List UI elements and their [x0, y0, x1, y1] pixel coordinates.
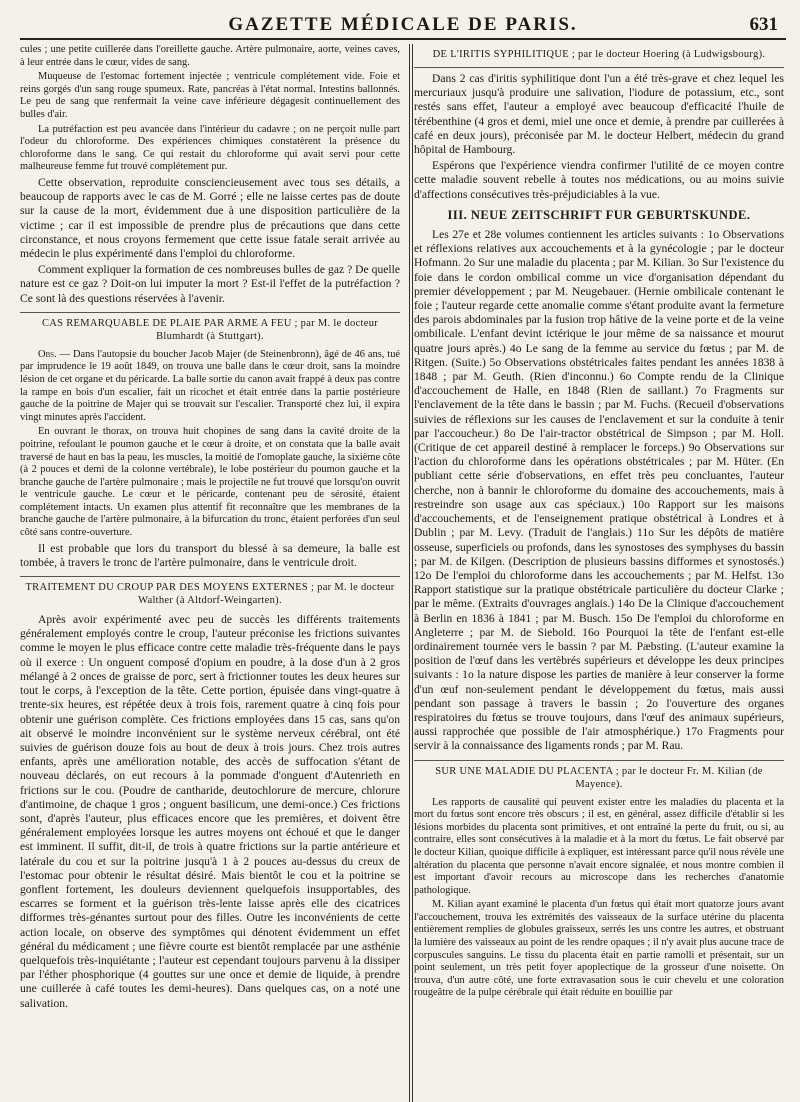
paragraph: Espérons que l'expérience viendra confirmer l'utilité de ce moyen contre cette maladie souvent rebelle à toutes nos médications, ou au moins suivie d'affections consécutives très-préjudiciables à la vue. — [414, 159, 784, 201]
paragraph: En ouvrant le thorax, on trouva huit chopines de sang dans la cavité droite de la poitrine, refoulant le poumon gauche et le cœur à droite, et on constata que la balle avait traversé de haut en bas la peau, les muscles, la moitié de l'omoplate gauche, la sixième côte (à 2 pouces et demi de la colonne vertébrale), le lobe postérieur du poumon gauche et la branche gauche de l'artère pulmonaire ; mais le projectile ne fut trouvé que lorsqu'on ouvrit le ventricule gauche. Le cœur et le péricarde, contenant peu de sérosité, étaient complétement intacts. Un examen plus attentif fit reconnaître que les membranes de la branche gauche de l'artère pulmonaire, à la bifurcation du tronc, étaient perforées d'un seul côté sans contre-ouverture. — [20, 426, 400, 539]
page-number: 631 — [749, 14, 778, 35]
paragraph: Les 27e et 28e volumes contiennent les articles suivants : 1o Observations et réflexions relatives aux accouchements et à la gynécologie ; par le docteur Hofmann. 2o Sur une maladie du placenta ; par M. Kilian. 3o Sur l'existence du foie dans le cordon ombilical comme un vice d'organisation dépendant du premier développement ; par M. Neugebauer. (Hernie ombilicale contenant le foie ; l'auteur regarde cette anomalie comme s'étant produite avant la fermeture des parois abdominales par la fusion trop hâtive de la veine porte et de la veine ombilicale. L'enfant devint ictérique le jour même de sa naissance et mourut quatre jours après.) 4o Le sang de la femme au service du fœtus ; par M. de Ritgen. (Suite.) 5o Observations obstétricales faites pendant les années 1838 à 1848 ; par M. Geuth. (Rien d'inconnu.) 6o Compte rendu de la Clinique d'accouchement de Halle, en 1848 (Rien de saillant.) 7o Fragments sur l'enclavement de la tête dans le bassin ; par M. Fuchs. (Recueil d'observations suivies de réflexions sur les causes de l'enclavement et sur la conduite à tenir par l'accoucheur.) 8o De l'air-tractor obstétrical de Simpson ; par M. Holl. (Critique de cet appareil destiné à remplacer le forceps.) 9o Observations sur l'action du chloroforme dans les opérations obstétricales ; par M. Hüter. (En publiant cette série d'observations, en effet très peu concluantes, l'auteur cherche, non à bannir le chloroforme du domaine des accouchements, mais à restreindre son usage aux cas spéciaux.) 10o Rapport sur les maisons d'accouchements, et de l'enseignement pratique obstétrical à Londres et à Dublin ; par M. Levy. (Traduit de l'anglais.) 11o Sur les dépôts de matière osseuse, superficiels ou profonds, dans les synostoses des symphyses du bassin ; par M. de Kilgen. (Description de plusieurs bassins difformes et synostosés.) 12o De l'emploi du chloroforme dans les accouchements ; par M. Helfst. 13o Rapport statistique sur la pratique obstétricale particulière du docteur Clarke ; par le même. (Extraits d'ouvrages anglais.) 14o De la Clinique d'accouchement à Berlin en 1836 à 1841 ; par M. Busch. 15o De l'emploi du chloroforme en Angleterre ; par M. de Siebold. 16o Pourquoi la tête de l'enfant est-elle ordinairement tournée vers le bassin ? par M. Pæbsting. (L'auteur examine la position de l'œuf dans les vertèbrés supérieurs et développe les deux principes suivants : 1o la nature dispose les parties de manière à leur conserver la forme d'un œuf non-seulement pendant le développement du fœtus, mais aussi pendant son passage à travers le bassin ; 2o l'ouverture des organes respiratoires du fœtus se trouve toujours, dans l'œuf des animaux supérieurs, aussi rapprochée que possible de l'air atmosphérique.) 17o Fragments pour servir à la connaissance des ligaments ronds ; par M. Rau. — [414, 228, 784, 753]
paragraph: Les rapports de causalité qui peuvent exister entre les maladies du placenta et la mort du fœtus sont encore très obscurs ; il est, en général, assez difficile d'établir si les lésions morbides du placenta sont primitives, et ont entraîné la perte du fruit, ou si, au contraire, elles sont consécutives à la maladie et à la mort du fœtus. Le fait observé par le docteur Kilian, quoique difficile à expliquer, est intéressant parce qu'il nous révèle une altération du placenta que personne n'avait encore signalée, et nous montre combien il est important d'avoir recours au microscope dans les recherches d'anatomie pathologique. — [414, 796, 784, 896]
observation-text: — Dans l'autopsie du boucher Jacob Majer (de Steinenbronn), âgé de 46 ans, tué par imprudence le 19 août 1849, on trouva une balle dans le cœur droit, sans la moindre lésion de cet organe et du péricarde. La balle sortie du canon avait frappé à deux pas contre la rampe en bois d'un escalier, fait un ricochet et était entrée dans la partie postérieure gauche de la poitrine de Majer qui se trouvait sur l'escalier. Transporté chez lui, il expira vingt minutes après l'accident. — [20, 348, 400, 423]
paragraph: Muqueuse de l'estomac fortement injectée ; ventricule complétement vide. Foie et reins gorgés d'un sang rouge spumeux. Rate, pancréas à l'état normal. Intestins ballonnés. Le peu de sang que renfermait la veine cave inférieure dégagesit continuellement des bulles d'air. — [20, 71, 400, 120]
paragraph: M. Kilian ayant examiné le placenta d'un fœtus qui était mort quatorze jours avant l'accouchement, trouva les extrémités des vaisseaux de la surface utérine du placenta entièrement remplies de globules graisseux, serrés les uns contre les autres, et obstruant la lumière des vaisseaux au point de les rendre opaques ; il n'y avait plus aucune trace de corpuscules sanguins. Le tissu du placenta était en partie ramolli et présentait, sur un point seulement, un très petit foyer apoplectique de la grosseur d'une noisette. On trouva, d'un autre côté, une forte extravasation sous le cuir chevelu et une coloration rougeâtre de la pulpe cérébrale qui était réduite en bouillie par — [414, 899, 784, 999]
column-rule — [409, 44, 413, 1102]
section-heading: CAS REMARQUABLE DE PLAIE PAR ARME A FEU ; par M. le docteur Blumhardt (à Stuttgart). — [41, 317, 379, 342]
section-heading: SUR UNE MALADIE DU PLACENTA ; par le docteur Fr. M. Kilian (de Mayence). — [435, 765, 763, 790]
section-divider — [20, 312, 400, 313]
journal-section-heading: III. NEUE ZEITSCHRIFT FUR GEBURTSKUNDE. — [447, 207, 751, 222]
paragraph: Il est probable que lors du transport du blessé à sa demeure, la balle est tombée, à travers le tronc de l'artère pulmonaire, dans le ventricule droit. — [20, 541, 400, 569]
paragraph: La putréfaction est peu avancée dans l'intérieur du cadavre ; on ne perçoit nulle part l'odeur du chloroforme. Des expériences chimiques constatèrent la présence du chloroforme dans le sang. Ce qui restait du chloroforme qui avait servi pour cette malheureuse femme fut trouvé complétement pur. — [20, 123, 400, 173]
right-column — [414, 44, 784, 1102]
section-divider — [414, 67, 784, 68]
left-column — [20, 44, 400, 1102]
page-header — [20, 8, 786, 40]
paragraph: Comment expliquer la formation de ces nombreuses bulles de gaz ? De quelle nature est ce gaz ? Doit-on lui imputer la mort ? Est-il l'effet de la putréfaction ? Ce sont là des questions réservées à l'avenir. — [20, 263, 400, 305]
section-divider — [20, 576, 400, 577]
paragraph: Après avoir expérimenté avec peu de succès les différents traitements généralement employés contre le croup, l'auteur préconise les frictions suivantes comme le moyen le plus efficace contre cette maladie très-fréquente dans le pays où il exerce : Un onguent composé d'opium en poudre, à la dose d'un à 2 gros mélangé à 2 onces de graisse de porc, sert à frictionner toutes les deux heures sur tout le corps, à l'exception de la tête. Cette portion, épuisée dans vingt-quatre à trente-six heures, est répétée deux à trois fois, rarement quatre à cinq fois pour obtenir une guérison complète. Ces frictions employées dans 15 cas, sans qu'on ait observé le moindre inconvénient sur le système nerveux cérébral, ont été suivies de guérison douze fois au bout de deux à trois jours. Chez trois autres enfants, après une amélioration notable, des accès de suffocation s'étant de nouveau déclarés, on eut recours à la pommade d'onguent d'Autenrieth en frictions sur le cou. (Poudre de cantharide, deutochlorure de mercure, chlorure d'antimoine, de chaque 1 gros ; onguent basilicum, une demi-once.) Ces frictions sont, d'après l'auteur, plus efficaces encore que les premières, et doivent être généralement employées lorsque les autres moyens ont échoué et que le danger est imminent. Il suffit, dit-il, de trois à quatre frictions sur la partie antérieure et latérale du cou et sur la poitrine jusqu'à 1 à 2 pouces au-dessus du creux de l'estomac pour obtenir le résultat désiré. Mais bientôt le cou et la poitrine se gonflent fortement, les douleurs deviennent quelquefois insupportables, des escarres se forment et la guérison très-lente laisse après elle des cicatrices difformes très-génantes surtout pour des filles. Outre les inconvénients de cette action locale, on observe des symptômes qui dénotent évidemment un effet général du médicament ; une fièvre courte est bientôt remplacée par une asthénie quelquefois très-inquiétante ; l'auteur est cependant toujours parvenu à la dissiper par l'éther phosphorique (4 gouttes sur une once et demie de liquide, à prendre une cuillerée à café toutes les demi-heures). Dans quelques cas, on a noté une salivation. — [20, 613, 400, 1010]
paragraph: cules ; une petite cuillerée dans l'oreillette gauche. Artère pulmonaire, aorte, veines caves, à leur entrée dans le cœur, vides de sang. — [20, 44, 400, 68]
paragraph: Dans 2 cas d'iritis syphilitique dont l'un a été très-grave et chez lequel les mercuriaux jusqu'à produire une salivation, l'iodure de potassium, etc., sont restés sans effet, l'auteur a employé avec beaucoup d'efficacité l'huile de térébenthine (4 gros et demi, miel une once et demie, à prendre par cuillerées à café en deux jours), préconisée par M. le docteur Helbert, médecin du grand hôpital de Hambourg. — [414, 72, 784, 157]
section-heading: DE L'IRITIS SYPHILITIQUE ; par le docteur Hoering (à Ludwigsbourg). — [432, 49, 766, 60]
obs-label: Obs. — [38, 348, 57, 360]
two-column-body — [20, 44, 786, 1102]
section-heading: TRAITEMENT DU CROUP PAR DES MOYENS EXTERNES ; par M. le docteur Walther (à Altdorf-Weingarten). — [25, 582, 395, 607]
paragraph: Cette observation, reproduite consciencieusement avec tous ses détails, a beaucoup de rapports avec le cas de M. Gorré ; elle ne laisse certes pas de doute sur la cause de la mort, évidemment due à une disposition particulière de la victime ; car il est impossible de prendre plus de précautions que dans cette circonstance, et nous croyons fermement que cette issue fatale serait arrivée au médecin le plus expérimenté dans l'emploi du chloroforme. — [20, 175, 400, 260]
observation-paragraph — [20, 349, 400, 425]
journal-title: GAZETTE MÉDICALE DE PARIS. — [228, 14, 578, 35]
section-divider — [414, 760, 784, 761]
